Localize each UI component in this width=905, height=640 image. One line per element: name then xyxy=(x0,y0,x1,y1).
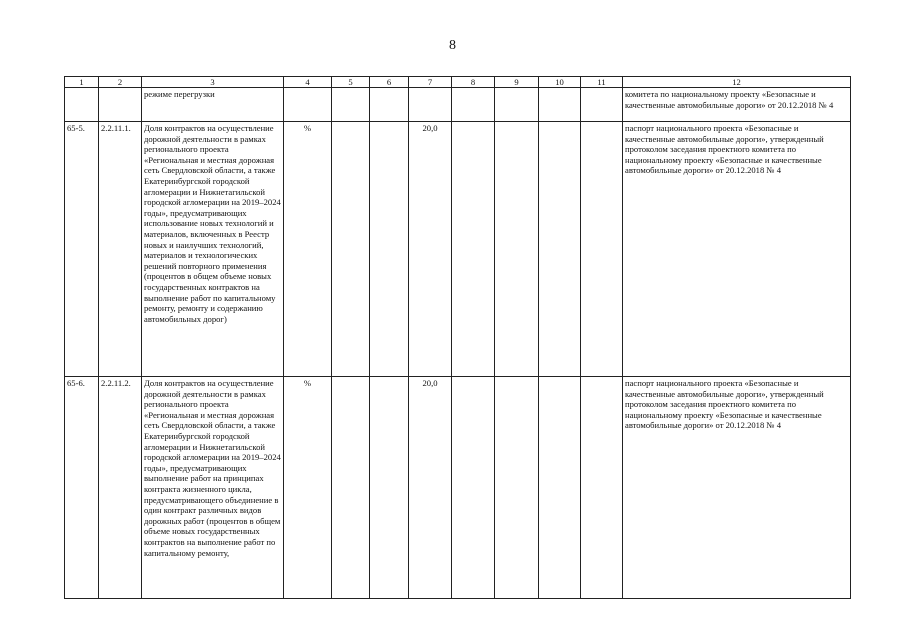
table-row xyxy=(65,377,851,599)
value-2018: 20,0 xyxy=(409,377,452,599)
header-cell: 7 xyxy=(409,77,452,88)
header-cell: 12 xyxy=(623,77,851,88)
value-2018: 20,0 xyxy=(409,122,452,377)
source-text: комитета по национальному проекту «Безопасные и качественные автомобильные дороги» от 20.12.2018 № 4 xyxy=(623,88,851,122)
header-cell: 11 xyxy=(581,77,623,88)
unit: % xyxy=(284,377,332,599)
table-row-continuation xyxy=(65,88,851,122)
header-cell: 4 xyxy=(284,77,332,88)
header-cell: 10 xyxy=(539,77,581,88)
indicator-text: режиме перегрузки xyxy=(142,88,284,122)
header-cell: 5 xyxy=(332,77,370,88)
indicator-text: Доля контрактов на осуществление дорожной деятельности в рамках регионального проекта «Региональная и местная дорожная сеть Свердловской области, а также Екатеринбургской городской агломерации и Нижнетагильской городской агломерации на 2019–2024 годы», предусматривающих использование новых технологий и материалов, включенных в Реестр новых и наилучших технологий, материалов и технологических решений повторного применения (процентов в общем объеме новых государственных контрактов на выполнение работ по капитальному ремонту, ремонту и содержанию автомобильных дорог) xyxy=(142,122,284,377)
row-code: 2.2.11.2. xyxy=(99,377,142,599)
source-text: паспорт национального проекта «Безопасные и качественные автомобильные дороги», утвержденный протоколом заседания проектного комитета по национальному проекту «Безопасные и качественные автомобильные дороги» от 20.12.2018 № 4 xyxy=(623,377,851,599)
header-cell: 8 xyxy=(452,77,495,88)
header-cell: 1 xyxy=(65,77,99,88)
page-number: 8 xyxy=(449,38,456,53)
source-text: паспорт национального проекта «Безопасные и качественные автомобильные дороги», утвержденный протоколом заседания проектного комитета по национальному проекту «Безопасные и качественные автомобильные дороги» от 20.12.2018 № 4 xyxy=(623,122,851,377)
row-number: 65-5. xyxy=(65,122,99,377)
indicator-text: Доля контрактов на осуществление дорожной деятельности в рамках регионального проекта «Региональная и местная дорожная сеть Свердловской области, а также Екатеринбургской городской агломерации и Нижнетагильской городской агломерации на 2019–2024 годы», предусматривающих выполнение работ на принципах контракта жизненного цикла, предусматривающего объединение в один контракт различных видов дорожных работ (процентов в общем объеме новых государственных контрактов на выполнение работ по капитальному ремонту, xyxy=(142,377,284,599)
row-code: 2.2.11.1. xyxy=(99,122,142,377)
header-cell: 9 xyxy=(495,77,539,88)
unit: % xyxy=(284,122,332,377)
header-cell: 6 xyxy=(370,77,409,88)
header-cell: 2 xyxy=(99,77,142,88)
table-header-row xyxy=(65,77,851,88)
row-number: 65-6. xyxy=(65,377,99,599)
table-row xyxy=(65,122,851,377)
indicators-table xyxy=(64,76,851,599)
header-cell: 3 xyxy=(142,77,284,88)
